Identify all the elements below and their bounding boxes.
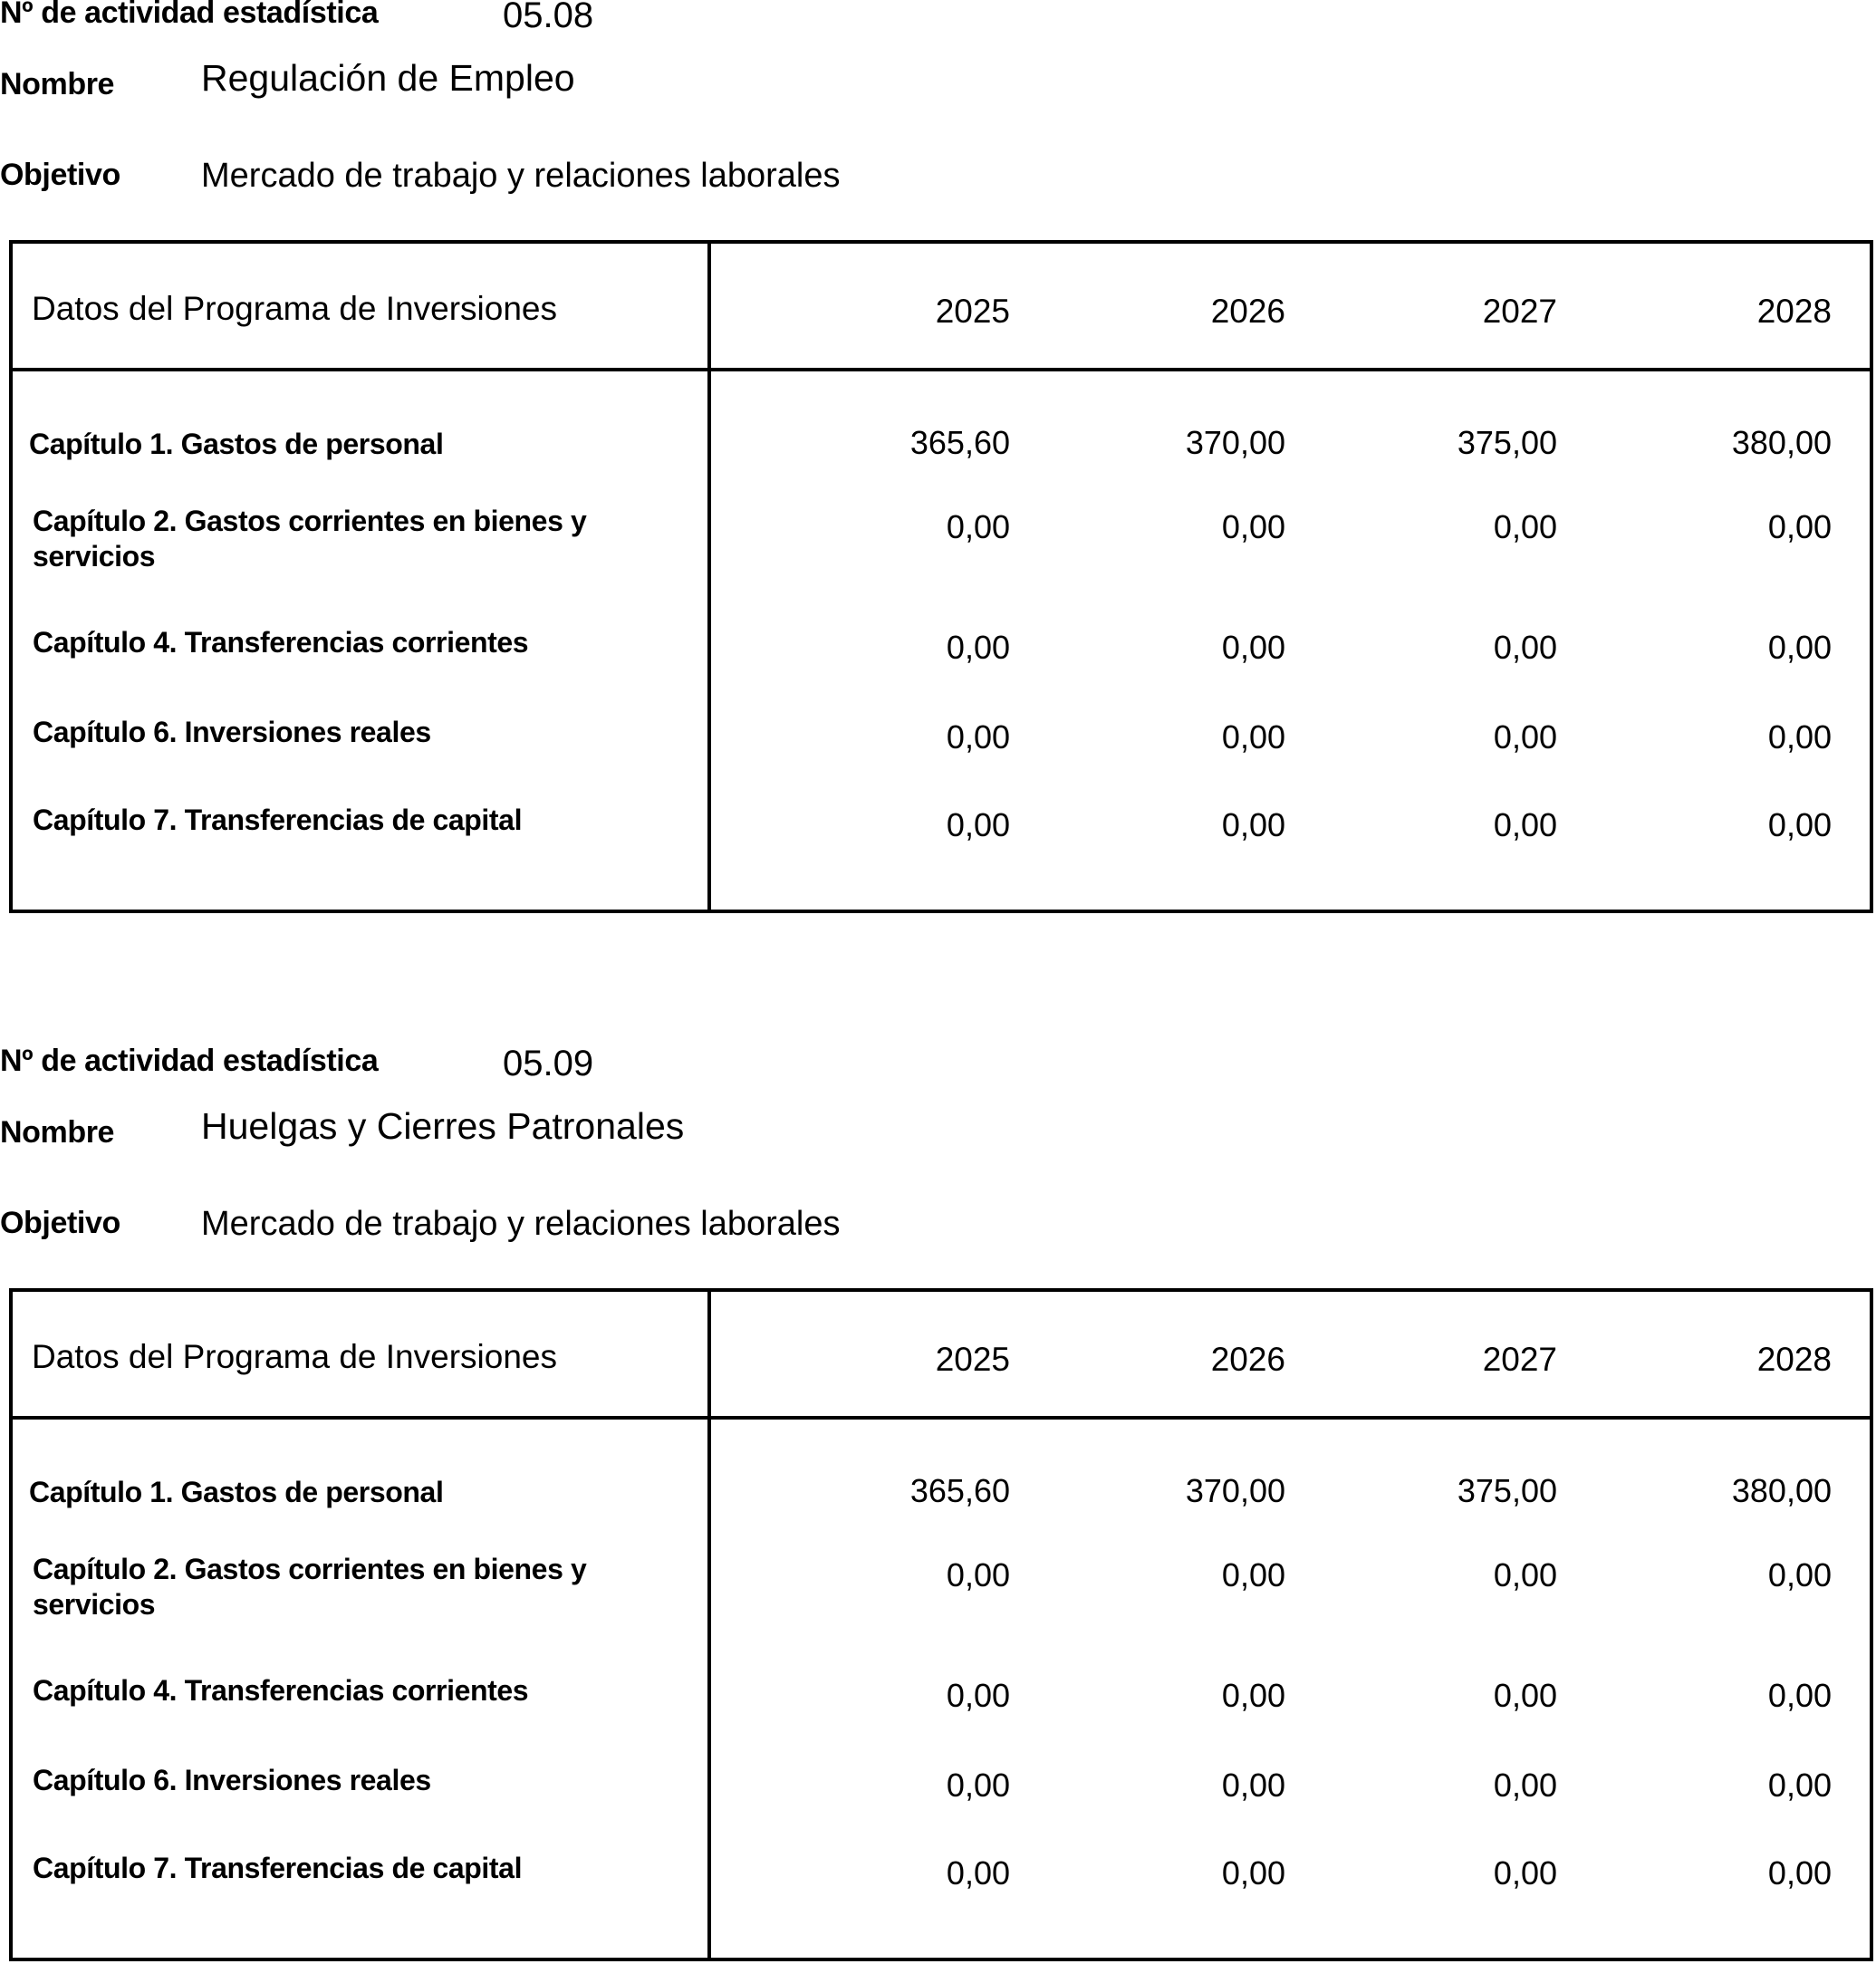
row-label: Capítulo 2. Gastos corrientes en bienes y servicios — [33, 1553, 587, 1621]
row-value: 0,00 — [1221, 1854, 1285, 1892]
header-divider — [13, 368, 1870, 371]
activity-name: Huelgas y Cierres Patronales — [201, 1105, 685, 1147]
row-value: 0,00 — [1221, 806, 1285, 843]
row-value: 0,00 — [1767, 718, 1832, 756]
row-value: 0,00 — [946, 1767, 1010, 1804]
row-value: 0,00 — [1767, 1556, 1832, 1593]
row-value: 370,00 — [1185, 1472, 1285, 1509]
objective-label: Objetivo — [0, 158, 120, 192]
activity-number-label: Nº de actividad estadística — [0, 0, 379, 30]
row-label: Capítulo 6. Inversiones reales — [33, 716, 431, 748]
year-header: 2025 — [935, 1341, 1010, 1378]
activity-number: 05.09 — [503, 1044, 594, 1083]
row-value: 0,00 — [1767, 508, 1832, 545]
row-value: 0,00 — [1493, 508, 1557, 545]
investment-table — [9, 1288, 1873, 1961]
row-value: 0,00 — [1221, 508, 1285, 545]
row-value: 0,00 — [1767, 1854, 1832, 1892]
row-value: 0,00 — [946, 629, 1010, 666]
row-value: 0,00 — [1221, 1556, 1285, 1593]
year-header: 2027 — [1482, 293, 1557, 330]
row-value: 0,00 — [1493, 718, 1557, 756]
row-value: 0,00 — [1493, 806, 1557, 843]
row-value: 0,00 — [946, 1677, 1010, 1714]
year-header: 2025 — [935, 293, 1010, 330]
year-header: 2028 — [1756, 1341, 1832, 1378]
activity-objective: Mercado de trabajo y relaciones laborales — [201, 1205, 841, 1243]
column-divider — [707, 1292, 711, 1958]
row-value: 0,00 — [1221, 629, 1285, 666]
row-value: 0,00 — [1221, 1677, 1285, 1714]
row-value: 375,00 — [1457, 424, 1557, 461]
row-value: 0,00 — [1767, 629, 1832, 666]
year-header: 2028 — [1756, 293, 1832, 330]
row-value: 380,00 — [1731, 424, 1832, 461]
row-value: 0,00 — [1493, 1677, 1557, 1714]
activity-section — [0, 1044, 1876, 1963]
row-label: Capítulo 1. Gastos de personal — [29, 1476, 444, 1508]
row-label: Capítulo 6. Inversiones reales — [33, 1764, 431, 1796]
row-value: 365,60 — [909, 1472, 1010, 1509]
row-value: 365,60 — [909, 424, 1010, 461]
activity-name: Regulación de Empleo — [201, 57, 575, 99]
name-label: Nombre — [0, 67, 115, 101]
row-value: 0,00 — [1493, 629, 1557, 666]
row-value: 0,00 — [1493, 1767, 1557, 1804]
row-value: 0,00 — [946, 806, 1010, 843]
row-value: 0,00 — [946, 1556, 1010, 1593]
row-value: 0,00 — [1493, 1556, 1557, 1593]
row-value: 0,00 — [1493, 1854, 1557, 1892]
row-label: Capítulo 7. Transferencias de capital — [33, 804, 523, 836]
row-value: 370,00 — [1185, 424, 1285, 461]
column-divider — [707, 244, 711, 910]
row-label: Capítulo 2. Gastos corrientes en bienes y servicios — [33, 505, 587, 573]
row-value: 0,00 — [1767, 806, 1832, 843]
year-header: 2026 — [1210, 293, 1285, 330]
row-value: 380,00 — [1731, 1472, 1832, 1509]
activity-number: 05.08 — [503, 0, 594, 35]
year-header: 2026 — [1210, 1341, 1285, 1378]
row-value: 375,00 — [1457, 1472, 1557, 1509]
name-label: Nombre — [0, 1115, 115, 1150]
investment-table — [9, 240, 1873, 913]
year-header: 2027 — [1482, 1341, 1557, 1378]
row-label: Capítulo 1. Gastos de personal — [29, 428, 444, 460]
row-value: 0,00 — [946, 718, 1010, 756]
objective-label: Objetivo — [0, 1206, 120, 1240]
row-value: 0,00 — [1221, 1767, 1285, 1804]
row-value: 0,00 — [946, 1854, 1010, 1892]
table-header-title: Datos del Programa de Inversiones — [32, 1338, 557, 1375]
row-value: 0,00 — [946, 508, 1010, 545]
table-header-title: Datos del Programa de Inversiones — [32, 290, 557, 327]
activity-objective: Mercado de trabajo y relaciones laborales — [201, 157, 841, 195]
activity-number-label: Nº de actividad estadística — [0, 1044, 379, 1078]
row-value: 0,00 — [1221, 718, 1285, 756]
row-value: 0,00 — [1767, 1767, 1832, 1804]
row-label: Capítulo 4. Transferencias corrientes — [33, 1674, 529, 1707]
row-label: Capítulo 4. Transferencias corrientes — [33, 626, 529, 659]
row-value: 0,00 — [1767, 1677, 1832, 1714]
row-label: Capítulo 7. Transferencias de capital — [33, 1852, 523, 1884]
activity-section — [0, 0, 1876, 915]
header-divider — [13, 1416, 1870, 1420]
